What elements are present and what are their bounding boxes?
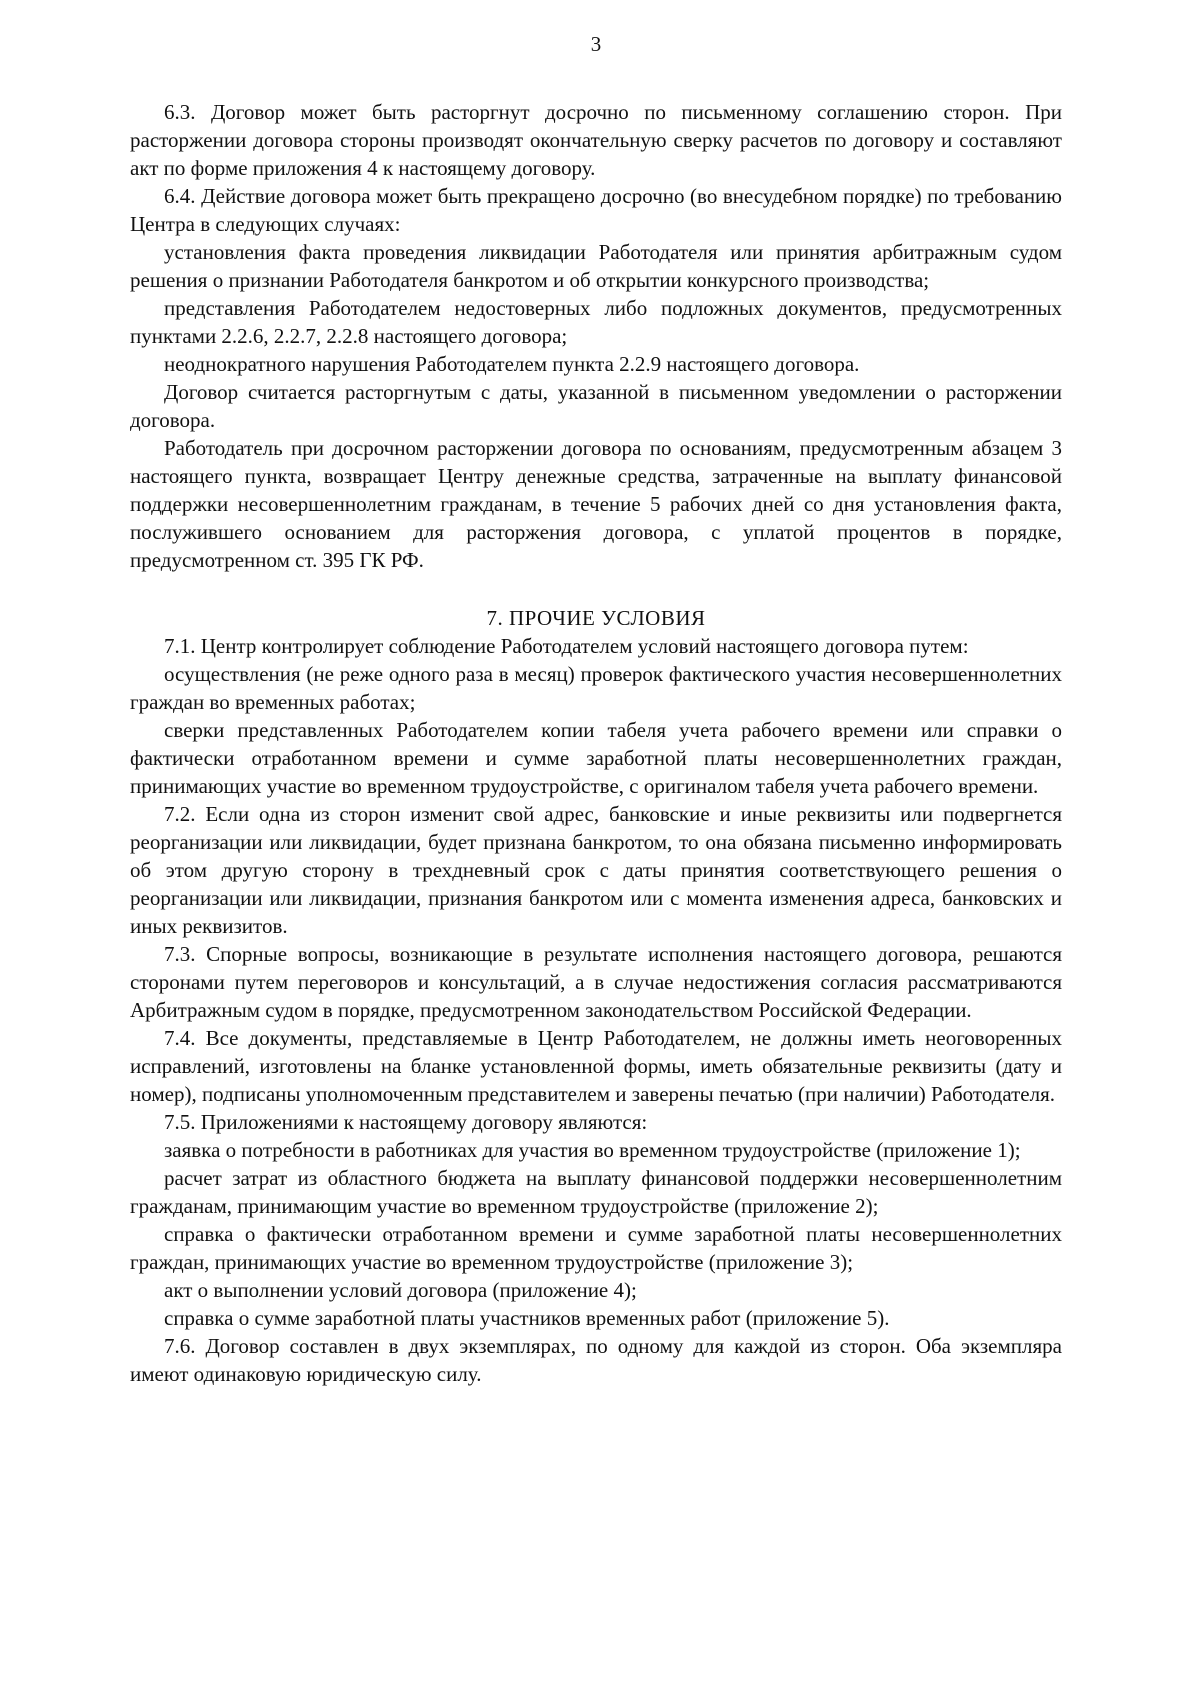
- clause-6-3: 6.3. Договор может быть расторгнут досрочно по письменному соглашению сторон. При расторжении договора стороны производят окончательную сверку расчетов по договору и составляют акт по форме приложения 4 к настоящему договору.: [130, 100, 1062, 180]
- appendix-1-item: заявка о потребности в работниках для участия во временном трудоустройстве (приложение 1);: [164, 1138, 1021, 1162]
- clause-6-4-case-liquidation: установления факта проведения ликвидации Работодателя или принятия арбитражным судом решения о признании Работодателя банкротом и об открытии конкурсного производства;: [130, 240, 1062, 292]
- clause-7-4: 7.4. Все документы, представляемые в Центр Работодателем, не должны иметь неоговоренных исправлений, изготовлены на бланке установленной формы, иметь обязательные реквизиты (дату и номер), подписаны уполномоченным представителем и заверены печатью (при наличии) Работодателя.: [130, 1026, 1062, 1106]
- clause-7-1: 7.1. Центр контролирует соблюдение Работодателем условий настоящего договора путем:: [164, 634, 969, 658]
- clause-7-2: 7.2. Если одна из сторон изменит свой адрес, банковские и иные реквизиты или подвергнется реорганизации или ликвидации, будет признана банкротом, то она обязана письменно информировать об этом другую сторону в трехдневный срок с даты принятия соответствующего решения о реорганизации или ликвидации, признания банкротом или с момента изменения адреса, банковских и иных реквизитов.: [130, 802, 1062, 938]
- clause-6-4-termination-date: Договор считается расторгнутым с даты, указанной в письменном уведомлении о расторжении договора.: [130, 380, 1062, 432]
- clause-7-6: 7.6. Договор составлен в двух экземплярах, по одному для каждой из сторон. Оба экземпляра имеют одинаковую юридическую силу.: [130, 1334, 1062, 1386]
- section-7-heading: 7. ПРОЧИЕ УСЛОВИЯ: [486, 606, 706, 630]
- clause-6-4: 6.4. Действие договора может быть прекращено досрочно (во внесудебном порядке) по требованию Центра в следующих случаях:: [130, 184, 1062, 236]
- clause-7-3: 7.3. Спорные вопросы, возникающие в результате исполнения настоящего договора, решаются сторонами путем переговоров и консультаций, а в случае недостижения согласия рассматриваются Арбитражным судом в порядке, предусмотренном законодательством Российской Федерации.: [130, 942, 1062, 1022]
- clause-7-1-timesheet-check: сверки представленных Работодателем копии табеля учета рабочего времени или справки о фактически отработанном времени и сумме заработной платы несовершеннолетних граждан, принимающих участие во временном трудоустройстве, с оригиналом табеля учета рабочего времени.: [130, 718, 1062, 798]
- clause-6-4-case-repeated-violation: неоднократного нарушения Работодателем пункта 2.2.9 настоящего договора.: [164, 352, 860, 376]
- section-7-body: [130, 632, 1062, 1388]
- appendix-4-item: акт о выполнении условий договора (приложение 4);: [164, 1278, 637, 1302]
- clause-6-4-case-false-documents: представления Работодателем недостоверных либо подложных документов, предусмотренных пунктами 2.2.6, 2.2.7, 2.2.8 настоящего договора;: [130, 296, 1062, 348]
- section-6-body: [130, 98, 1062, 574]
- clause-7-5: 7.5. Приложениями к настоящему договору являются:: [164, 1110, 648, 1134]
- appendix-2-item: расчет затрат из областного бюджета на выплату финансовой поддержки несовершеннолетним гражданам, принимающим участие во временном трудоустройстве (приложение 2);: [130, 1166, 1062, 1218]
- page-number: 3: [590, 32, 602, 56]
- clause-7-1-inspections: осуществления (не реже одного раза в месяц) проверок фактического участия несовершеннолетних граждан во временных работах;: [130, 662, 1062, 714]
- clause-6-4-refund: Работодатель при досрочном расторжении договора по основаниям, предусмотренным абзацем 3 настоящего пункта, возвращает Центру денежные средства, затраченные на выплату финансовой поддержки несовершеннолетним гражданам, в течение 5 рабочих дней со дня установления факта, послужившего основанием для расторжения договора, с уплатой процентов в порядке, предусмотренном ст. 395 ГК РФ.: [130, 436, 1062, 572]
- appendix-5-item: справка о сумме заработной платы участников временных работ (приложение 5).: [164, 1306, 890, 1330]
- appendix-3-item: справка о фактически отработанном времени и сумме заработной платы несовершеннолетних граждан, принимающих участие во временном трудоустройстве (приложение 3);: [130, 1222, 1062, 1274]
